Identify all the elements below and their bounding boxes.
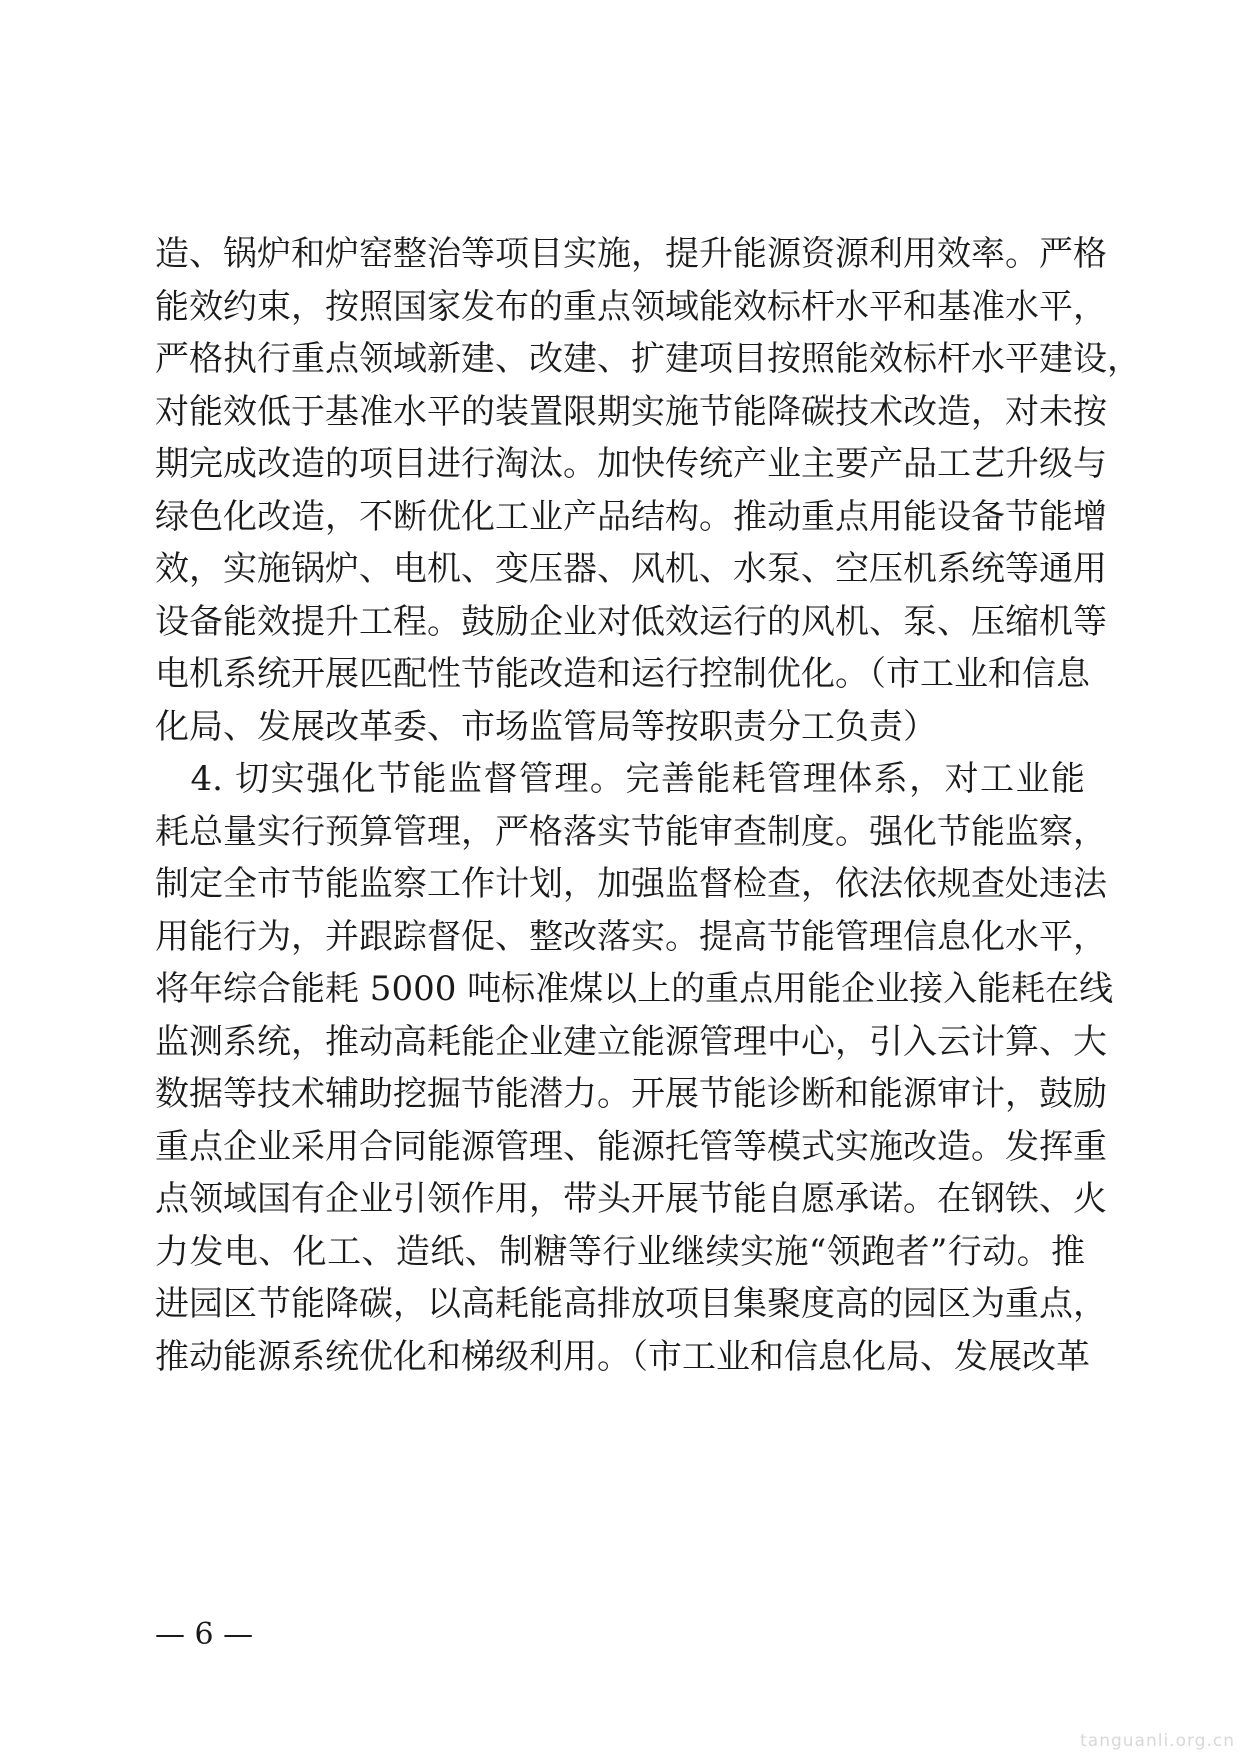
text-line: 4. 切实强化节能监督管理。完善能耗管理体系，对工业能 (155, 759, 1085, 799)
text-line: 化局、发展改革委、市场监管局等按职责分工负责） (155, 706, 937, 747)
text-line: 监测系统，推动高耗能企业建立能源管理中心，引入云计算、大 (155, 1021, 1107, 1062)
text-line: 绿色化改造，不断优化工业产品结构。推动重点用能设备节能增 (155, 496, 1107, 537)
text-line: 造、锅炉和炉窑整治等项目实施，提升能源资源利用效率。严格 (155, 234, 1107, 274)
text-line: 能效约束，按照国家发布的重点领域能效标杆水平和基准水平， (155, 286, 1107, 327)
text-line: 效，实施锅炉、电机、变压器、风机、水泵、空压机系统等通用 (155, 549, 1107, 589)
watermark-text: tanguanli.org.cn (1080, 1731, 1235, 1751)
text-line: 设备能效提升工程。鼓励企业对低效运行的风机、泵、压缩机等 (155, 601, 1107, 642)
page-number: — 6 — (155, 1617, 254, 1652)
text-line: 数据等技术辅助挖掘节能潜力。开展节能诊断和能源审计，鼓励 (155, 1074, 1107, 1114)
text-line: 推动能源系统优化和梯级利用。（市工业和信息化局、发展改革 (155, 1336, 1090, 1377)
text-line: 对能效低于基准水平的装置限期实施节能降碳技术改造，对未按 (155, 391, 1107, 432)
text-line: 重点企业采用合同能源管理、能源托管等模式实施改造。发挥重 (155, 1126, 1107, 1167)
text-line: 进园区节能降碳，以高耗能高排放项目集聚度高的园区为重点， (155, 1284, 1107, 1324)
text-line: 电机系统开展匹配性节能改造和运行控制优化。（市工业和信息 (155, 654, 1090, 694)
text-line: 耗总量实行预算管理，严格落实节能审查制度。强化节能监察， (155, 811, 1107, 852)
text-line: 将年综合能耗 5000 吨标准煤以上的重点用能企业接入能耗在线 (155, 969, 1114, 1009)
body-text (155, 228, 1141, 1383)
text-line: 制定全市节能监察工作计划，加强监督检查，依法依规查处违法 (155, 864, 1107, 904)
text-line: 力发电、化工、造纸、制糖等行业继续实施“领跑者”行动。推 (155, 1231, 1085, 1272)
text-line: 点领域国有企业引领作用，带头开展节能自愿承诺。在钢铁、火 (155, 1179, 1107, 1219)
text-line: 用能行为，并跟踪督促、整改落实。提高节能管理信息化水平， (155, 916, 1107, 957)
text-line: 严格执行重点领域新建、改建、扩建项目按照能效标杆水平建设， (155, 339, 1141, 379)
text-line: 期完成改造的项目进行淘汰。加快传统产业主要产品工艺升级与 (155, 444, 1107, 484)
